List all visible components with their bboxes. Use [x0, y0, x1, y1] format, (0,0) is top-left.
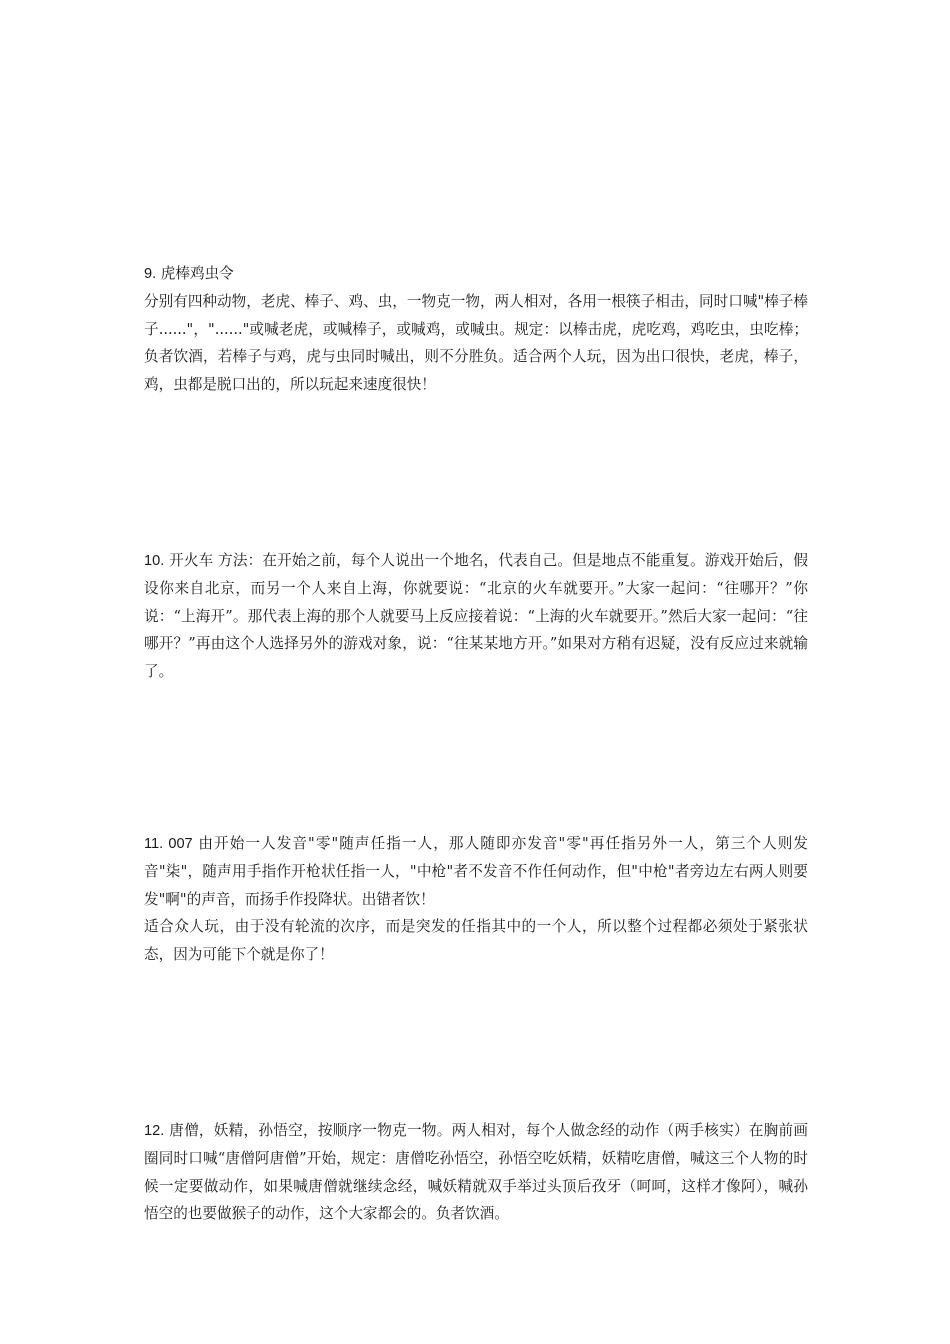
section-body-continued: 适合众人玩，由于没有轮流的次序，而是突发的任指其中的一个人，所以整个过程都必须处于紧张状态，因为可能下个就是你了！: [144, 918, 808, 963]
section-9-tiger-stick-chicken-worm: [144, 260, 808, 398]
section-body: 唐僧，妖精，孙悟空，按顺序一物克一物。两人相对，每个人做念经的动作（两手核实）在胸前画圈同时口喊“唐僧阿唐僧”开始，规定：唐僧吃孙悟空，孙悟空吃妖精，妖精吃唐僧，喊这三个人物的时候一定要做动作，如果喊唐僧就继续念经，喊妖精就双手举过头顶后孜牙（呵呵，这样才像阿），喊孙悟空的也要做猴子的动作，这个大家都会的。负者饮酒。: [144, 1122, 808, 1223]
section-11-007: [144, 830, 808, 968]
section-10-train: [144, 547, 808, 685]
section-body: 开火车 方法：在开始之前，每个人说出一个地名，代表自己。但是地点不能重复。游戏开始后，假设你来自北京，而另一个人来自上海，你就要说：“北京的火车就要开。”大家一起问：“往哪开？”你说：“上海开”。那代表上海的那个人就要马上反应接着说：“上海的火车就要开。”然后大家一起问：“往哪开？”再由这个人选择另外的游戏对象，说：“往某某地方开。”如果对方稍有迟疑，没有反应过来就输了。: [144, 552, 808, 680]
section-12-tang-monk: [144, 1117, 808, 1228]
section-number: 11. 007: [144, 836, 193, 852]
section-number: 12.: [144, 1123, 165, 1139]
section-number: 9.: [144, 266, 157, 282]
section-heading-body: [144, 1117, 808, 1228]
section-body: 由开始一人发音"零"随声任指一人，那人随即亦发音"零"再任指另外一人，第三个人则发音"柒"，随声用手指作开枪状任指一人，"中枪"者不发音不作任何动作，但"中枪"者旁边左右两人则要发"啊"的声音，而扬手作投降状。出错者饮！: [144, 835, 809, 908]
section-number: 10.: [144, 553, 165, 569]
section-heading: [144, 260, 808, 288]
section-body: 分别有四种动物，老虎、棒子、鸡、虫，一物克一物，两人相对，各用一根筷子相击，同时口喊"棒子棒子......"，"......"或喊老虎，或喊棒子，或喊鸡，或喊虫。规定：以棒击虎，虎吃鸡，鸡吃虫，虫吃棒；负者饮酒，若棒子与鸡，虎与虫同时喊出，则不分胜负。适合两个人玩，因为出口很快，老虎，棒子，鸡，虫都是脱口出的，所以玩起来速度很快！: [144, 293, 808, 393]
section-heading-body: [144, 830, 808, 913]
section-heading-body: [144, 547, 808, 685]
section-title: 虎棒鸡虫令: [156, 265, 234, 282]
